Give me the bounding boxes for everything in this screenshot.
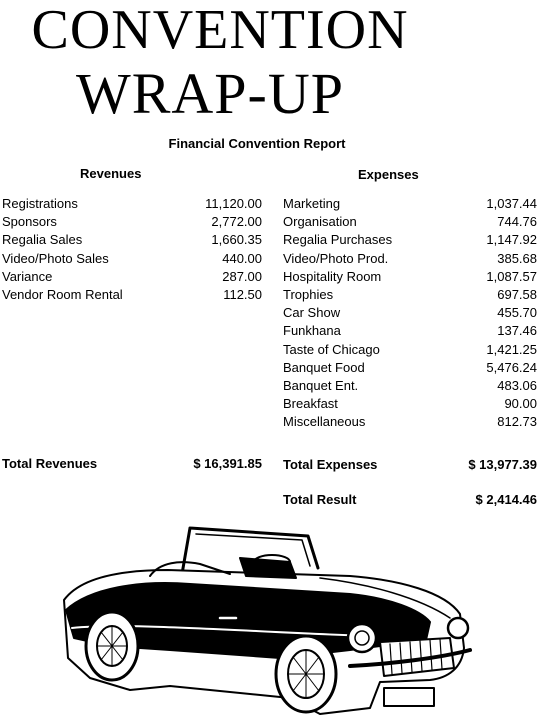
item-value: 1,087.57 bbox=[486, 268, 537, 284]
item-label: Regalia Purchases bbox=[283, 232, 393, 248]
expenses-heading: Expenses bbox=[358, 167, 419, 182]
list-item bbox=[283, 413, 537, 431]
page-title-line-2: WRAP-UP bbox=[75, 61, 345, 126]
item-label: Funkhana bbox=[283, 323, 341, 339]
list-item bbox=[283, 250, 537, 268]
item-value: 1,037.44 bbox=[486, 196, 537, 211]
item-value: 1,421.25 bbox=[486, 341, 537, 357]
item-value: 483.06 bbox=[497, 377, 537, 393]
item-label: Miscellaneous bbox=[283, 414, 366, 430]
item-label: Variance bbox=[2, 268, 53, 284]
item-label: Video/Photo Prod. bbox=[283, 250, 389, 266]
list-item bbox=[283, 341, 537, 359]
item-value: 385.68 bbox=[497, 250, 537, 266]
total-revenues-row bbox=[2, 455, 262, 473]
list-item bbox=[283, 286, 537, 304]
list-item bbox=[283, 377, 537, 395]
list-item bbox=[2, 213, 262, 231]
total-revenues-label: Total Revenues bbox=[2, 456, 98, 471]
item-label: Regalia Sales bbox=[2, 232, 83, 248]
item-value: 744.76 bbox=[497, 214, 537, 230]
item-label: Trophies bbox=[283, 286, 334, 302]
list-item bbox=[283, 195, 537, 213]
item-value: 112.50 bbox=[223, 286, 262, 302]
item-label: Marketing bbox=[283, 196, 341, 211]
item-label: Vendor Room Rental bbox=[2, 286, 123, 302]
item-label: Organisation bbox=[283, 214, 357, 230]
item-value: 287.00 bbox=[222, 268, 262, 284]
list-item bbox=[2, 231, 262, 249]
list-item bbox=[2, 195, 262, 213]
list-item bbox=[283, 395, 537, 413]
list-item bbox=[2, 250, 262, 268]
item-value: 137.46 bbox=[497, 323, 537, 339]
item-value: 1,147.92 bbox=[486, 232, 537, 248]
item-value: 440.00 bbox=[222, 250, 262, 266]
total-revenues-value: $ 16,391.85 bbox=[193, 456, 262, 471]
item-value: 11,120.00 bbox=[205, 196, 262, 211]
total-expenses-label: Total Expenses bbox=[283, 457, 378, 472]
revenues-heading: Revenues bbox=[80, 166, 142, 181]
item-value: 697.58 bbox=[497, 286, 537, 302]
item-label: Sponsors bbox=[2, 214, 57, 230]
list-item bbox=[283, 304, 537, 322]
item-label: Hospitality Room bbox=[283, 268, 382, 284]
roadster-car-illustration bbox=[50, 518, 480, 718]
expenses-list bbox=[283, 195, 537, 431]
item-label: Banquet Ent. bbox=[283, 377, 359, 393]
revenues-list bbox=[2, 195, 262, 304]
list-item bbox=[283, 322, 537, 340]
item-value: 5,476.24 bbox=[486, 359, 537, 375]
item-value: 90.00 bbox=[504, 396, 537, 412]
total-result-row bbox=[283, 491, 537, 509]
list-item bbox=[283, 231, 537, 249]
total-result-label: Total Result bbox=[283, 492, 357, 507]
total-expenses-row bbox=[283, 456, 537, 474]
list-item bbox=[283, 268, 537, 286]
item-label: Banquet Food bbox=[283, 359, 365, 375]
list-item bbox=[283, 359, 537, 377]
list-item bbox=[2, 286, 262, 304]
item-value: 812.73 bbox=[497, 414, 537, 430]
total-result-value: $ 2,414.46 bbox=[475, 492, 537, 507]
item-value: 2,772.00 bbox=[211, 214, 262, 230]
list-item bbox=[283, 213, 537, 231]
report-subtitle: Financial Convention Report bbox=[168, 136, 346, 151]
item-label: Taste of Chicago bbox=[283, 341, 380, 357]
item-label: Video/Photo Sales bbox=[2, 250, 109, 266]
list-item bbox=[2, 268, 262, 286]
item-value: 455.70 bbox=[497, 305, 537, 321]
page-title-line-1: CONVENTION bbox=[31, 0, 409, 61]
item-label: Registrations bbox=[2, 196, 78, 211]
item-label: Breakfast bbox=[283, 396, 338, 412]
item-value: 1,660.35 bbox=[211, 232, 262, 248]
item-label: Car Show bbox=[283, 305, 341, 321]
total-expenses-value: $ 13,977.39 bbox=[468, 457, 537, 472]
